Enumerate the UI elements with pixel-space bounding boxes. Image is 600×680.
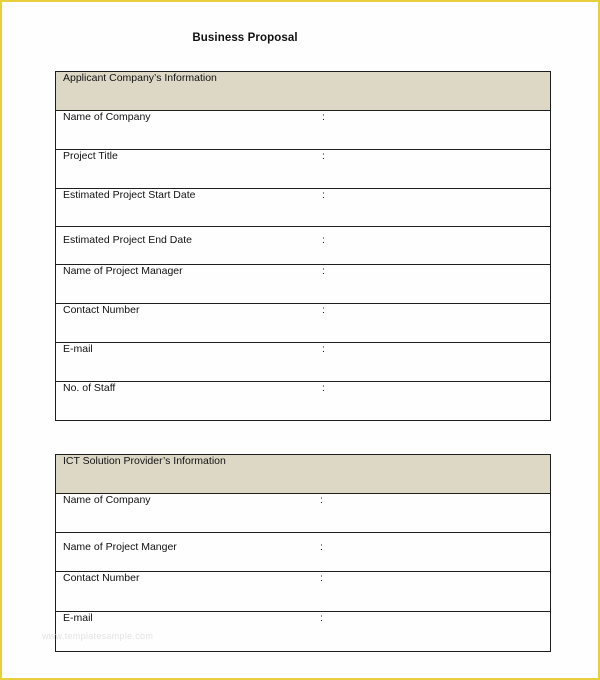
field-label: Project Title (63, 150, 118, 162)
table-row (56, 494, 551, 533)
table-row (56, 533, 551, 572)
table-row (56, 111, 551, 150)
field-colon: : (322, 111, 325, 123)
field-label: Contact Number (63, 304, 140, 316)
page-title: Business Proposal (192, 32, 298, 44)
field-label: Name of Company (63, 494, 151, 506)
table-row (56, 382, 551, 421)
field-label: No. of Staff (63, 382, 116, 394)
watermark-text: www.templatesample.com (42, 631, 154, 641)
field-colon: : (320, 572, 323, 584)
field-colon: : (322, 382, 325, 394)
field-colon: : (322, 265, 325, 277)
field-colon: : (320, 494, 323, 506)
field-cell (63, 541, 550, 553)
field-cell (63, 265, 550, 277)
field-label: Estimated Project Start Date (63, 189, 196, 201)
field-label: E-mail (63, 343, 93, 355)
table-row (56, 304, 551, 343)
field-colon: : (320, 541, 323, 553)
field-colon: : (320, 612, 323, 624)
field-label: Name of Project Manager (63, 265, 183, 277)
field-label: Name of Company (63, 111, 151, 123)
field-colon: : (322, 304, 325, 316)
field-cell (63, 572, 550, 584)
field-label: Contact Number (63, 572, 140, 584)
table-row (56, 150, 551, 189)
table-row (56, 227, 551, 265)
field-label: Estimated Project End Date (63, 234, 192, 246)
field-label: Name of Project Manger (63, 541, 177, 553)
table-row (56, 189, 551, 227)
field-colon: : (322, 234, 325, 246)
applicant-info-table (55, 71, 551, 421)
table-row (56, 572, 551, 612)
provider-info-table (55, 454, 551, 652)
field-colon: : (322, 189, 325, 201)
provider-header-label: ICT Solution Provider’s Information (56, 455, 551, 494)
field-colon: : (322, 343, 325, 355)
field-colon: : (322, 150, 325, 162)
table-row (56, 265, 551, 304)
field-cell (63, 304, 550, 316)
field-label: E-mail (63, 612, 93, 624)
field-cell (63, 234, 550, 246)
applicant-header-row (56, 72, 551, 111)
table-row (56, 343, 551, 382)
field-cell (63, 382, 550, 394)
field-cell (63, 343, 550, 355)
provider-header-row (56, 455, 551, 494)
field-cell (63, 612, 550, 624)
applicant-header-label: Applicant Company’s Information (56, 72, 551, 111)
field-cell (63, 189, 550, 201)
field-cell (63, 111, 550, 123)
field-cell (63, 494, 550, 506)
field-cell (63, 150, 550, 162)
